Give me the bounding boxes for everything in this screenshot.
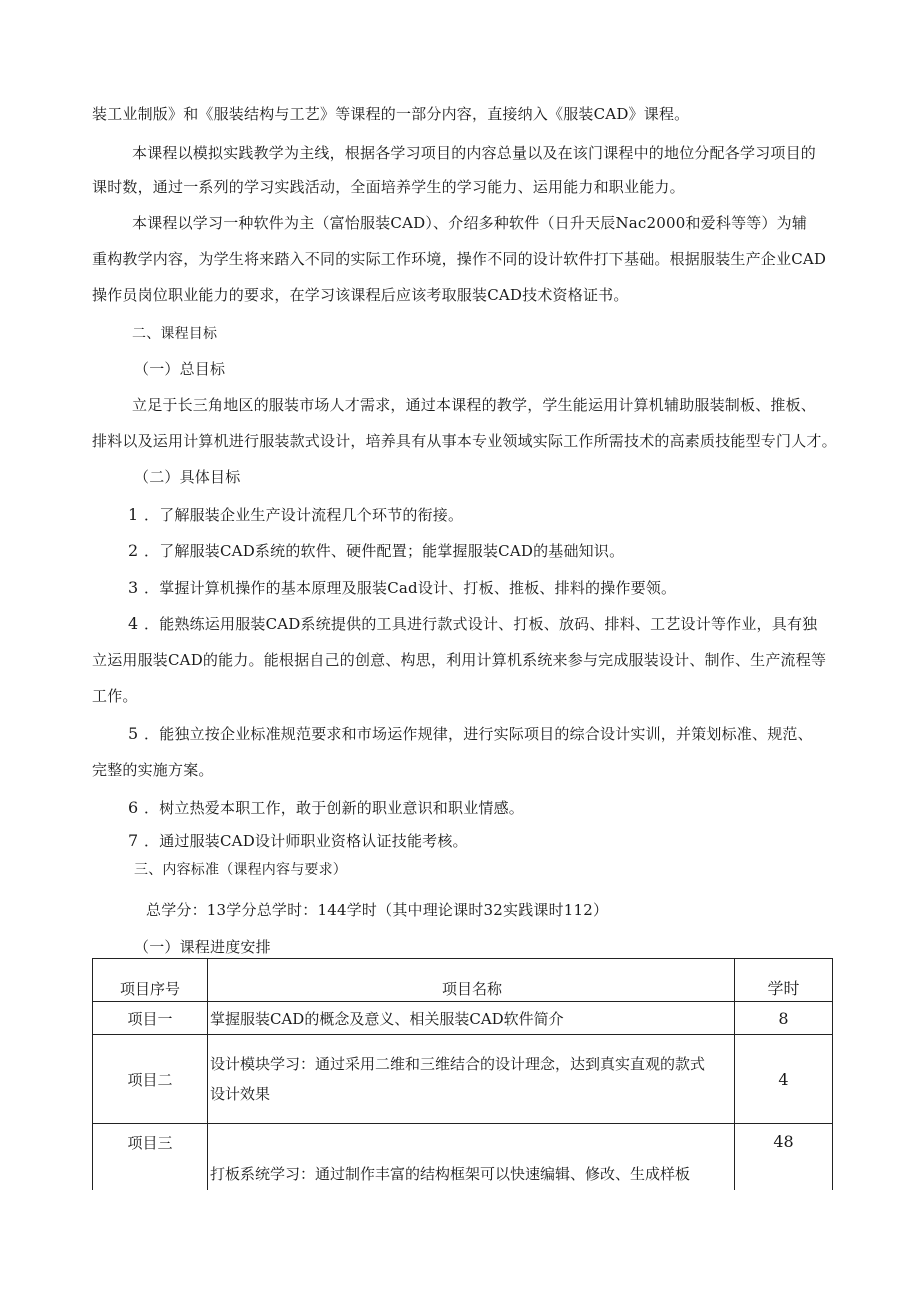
goal-item (128, 831, 868, 851)
paragraph-line: 重构教学内容，为学生将来踏入不同的实际工作环境，操作不同的设计软件打下基础。根据服装生产企业CAD (92, 250, 827, 268)
cell-project-id: 项目二 (93, 1035, 208, 1124)
goal-text: ．了解服装CAD系统的软件、硬件配置；能掌握服装CAD的基础知识。 (144, 542, 625, 560)
goal-number: 6 (128, 798, 139, 817)
goal-number: 2 (128, 541, 139, 560)
paragraph-line: 本课程以模拟实践教学为主线，根据各学习项目的内容总量以及在该门课程中的地位分配各学习项目的 (132, 144, 817, 162)
paragraph-line: 本课程以学习一种软件为主（富怡服装CAD）、介绍多种软件（日升天辰Nac2000和爱科等等）为辅 (132, 214, 808, 232)
goal-text: ．能独立按企业标准规范要求和市场运作规律，进行实际项目的综合设计实训，并策划标准、规范、 (144, 725, 813, 743)
goal-text: ．掌握计算机操作的基本原理及服装Cad设计、打板、推板、排料的操作要领。 (144, 579, 677, 597)
header-hours: 学时 (735, 959, 833, 1002)
paragraph-line: 排料以及运用计算机进行服装款式设计，培养具有从事本专业领域实际工作所需技术的高素质技能型专门人才。 (92, 432, 837, 450)
goal-text: ．通过服装CAD设计师职业资格认证技能考核。 (144, 832, 468, 850)
cell-hours: 8 (735, 1002, 833, 1035)
goal-item (128, 541, 868, 561)
goal-number: 1 (128, 505, 139, 524)
goal-text-continued: 立运用服装CAD的能力。能根据自己的创意、构思，利用计算机系统来参与完成服装设计、制作、生产流程等 (92, 651, 827, 669)
total-credits: 总学分：13学分总学时：144学时（其中理论课时32实践课时112） (146, 901, 609, 919)
cell-project-name: 打板系统学习：通过制作丰富的结构框架可以快速编辑、修改、生成样板 (208, 1124, 735, 1191)
goal-item (128, 614, 868, 634)
cell-project-id: 项目一 (93, 1002, 208, 1035)
cell-text-line: 设计效果 (210, 1085, 271, 1103)
goal-item (128, 798, 868, 818)
goal-number: 4 (128, 614, 139, 633)
section-heading: 二、课程目标 (132, 326, 218, 342)
cell-hours: 4 (735, 1035, 833, 1124)
header-project-name: 项目名称 (208, 959, 735, 1002)
subsection-heading: （一）课程进度安排 (134, 938, 271, 956)
goal-number: 7 (128, 831, 139, 850)
cell-hours: 48 (735, 1124, 833, 1191)
goal-text-continued: 完整的实施方案。 (92, 761, 214, 779)
table-row (93, 1002, 833, 1035)
goal-item (128, 724, 868, 744)
goal-item (128, 505, 868, 525)
goal-text: ．树立热爱本职工作，敢于创新的职业意识和职业情感。 (144, 799, 525, 817)
section-heading: 三、内容标准（课程内容与要求） (134, 862, 347, 878)
cell-project-id: 项目三 (93, 1124, 208, 1191)
goal-text: ．能熟练运用服装CAD系统提供的工具进行款式设计、打板、放码、排料、工艺设计等作业，具有独 (144, 615, 818, 633)
table-row (93, 1124, 833, 1191)
cell-project-name: 掌握服装CAD的概念及意义、相关服装CAD软件简介 (208, 1002, 735, 1035)
paragraph-line: 立足于长三角地区的服装市场人才需求，通过本课程的教学，学生能运用计算机辅助服装制板、推板、 (132, 396, 817, 414)
paragraph-line: 操作员岗位职业能力的要求，在学习该课程后应该考取服装CAD技术资格证书。 (92, 286, 629, 304)
goal-item (128, 578, 868, 598)
goal-number: 5 (128, 724, 139, 743)
goal-number: 3 (128, 578, 139, 597)
intro-line: 装工业制版》和《服装结构与工艺》等课程的一部分内容，直接纳入《服装CAD》课程。 (92, 105, 690, 123)
subsection-heading: （二）具体目标 (134, 468, 241, 486)
subsection-heading: （一）总目标 (134, 360, 226, 378)
paragraph-line: 课时数，通过一系列的学习实践活动，全面培养学生的学习能力、运用能力和职业能力。 (92, 178, 685, 196)
table-row (93, 1035, 833, 1124)
goal-text-continued: 工作。 (92, 687, 138, 705)
schedule-table (92, 958, 833, 1190)
table-header-row (93, 959, 833, 1002)
cell-project-name (208, 1035, 735, 1124)
goal-text: ．了解服装企业生产设计流程几个环节的衔接。 (144, 506, 464, 524)
cell-text-line: 设计模块学习：通过采用二维和三维结合的设计理念，达到真实直观的款式 (210, 1055, 706, 1073)
header-project-id: 项目序号 (93, 959, 208, 1002)
